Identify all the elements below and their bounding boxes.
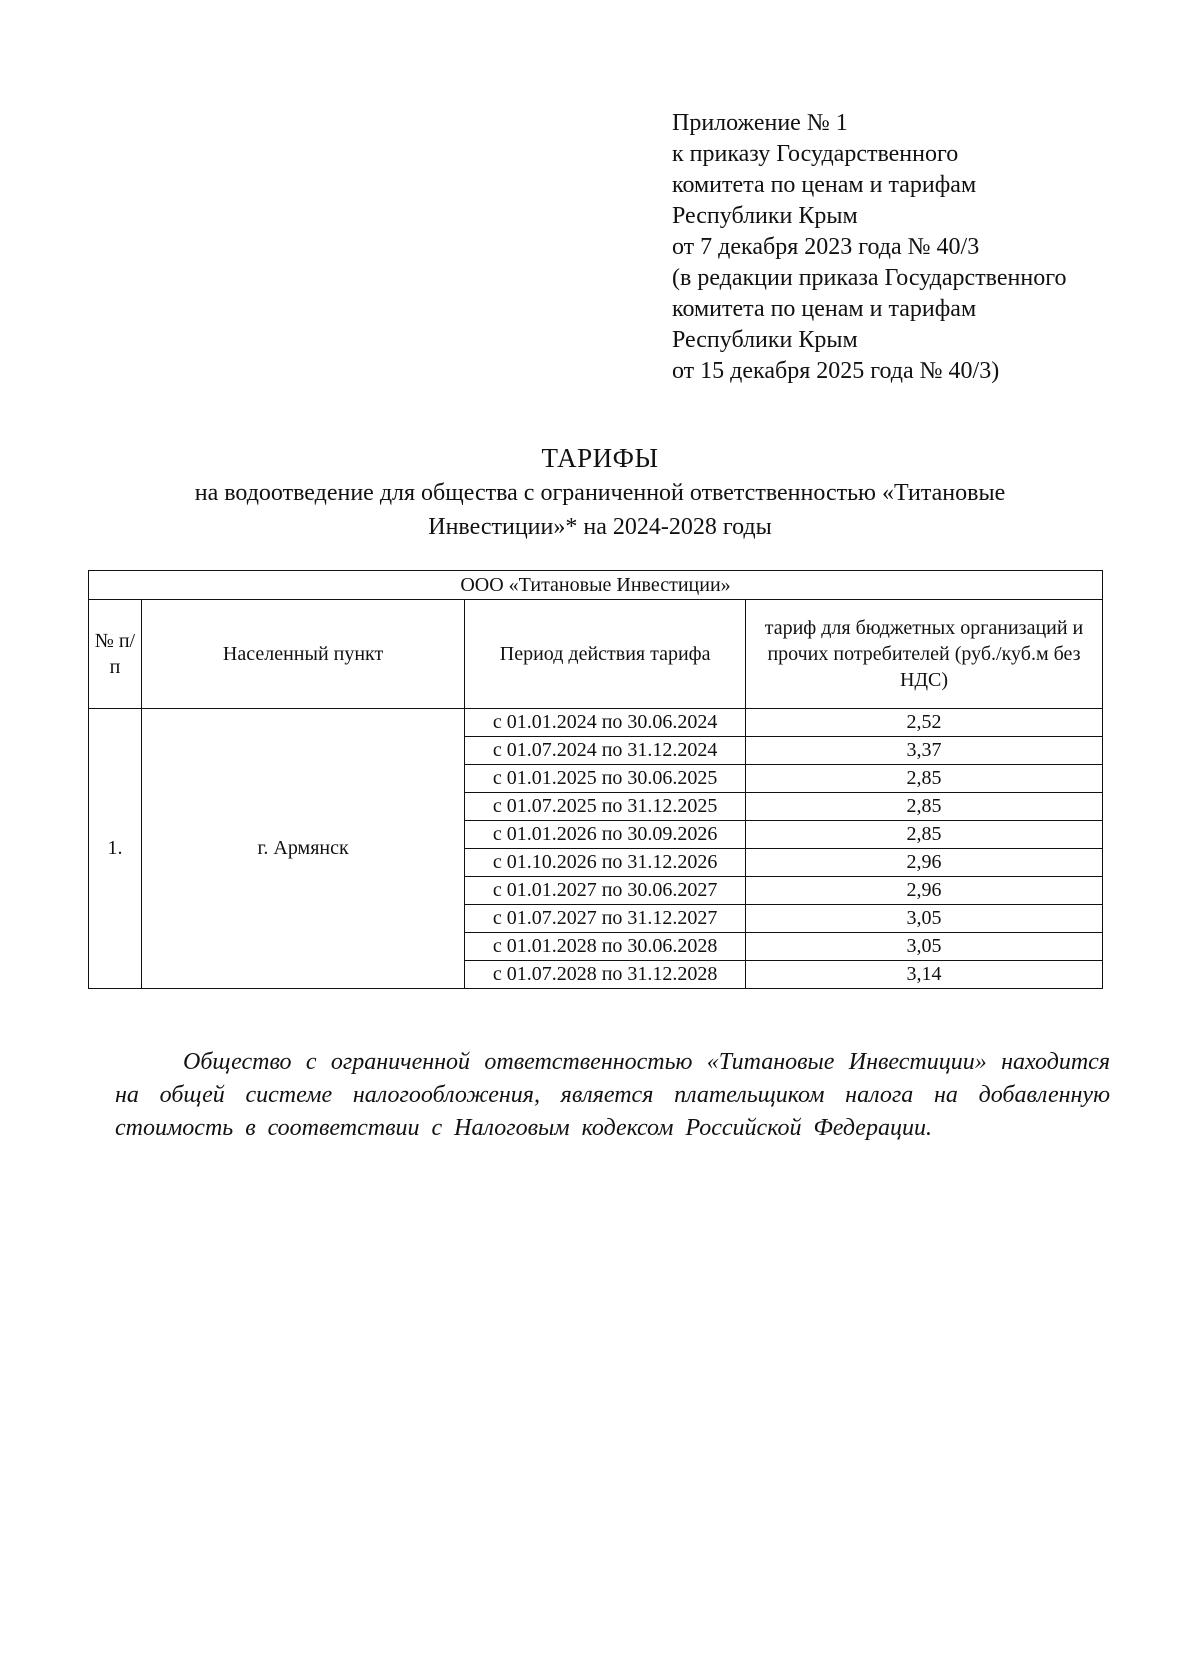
tariff-cell: 2,85 xyxy=(746,765,1103,793)
appendix-line-5: от 7 декабря 2023 года № 40/3 xyxy=(672,234,980,260)
table-row xyxy=(89,709,1103,737)
document-title: ТАРИФЫ xyxy=(541,443,659,473)
tariff-cell: 2,52 xyxy=(746,709,1103,737)
header-row xyxy=(89,600,1103,709)
period-cell: с 01.07.2024 по 31.12.2024 xyxy=(465,737,746,765)
appendix-line-8: Республики Крым xyxy=(672,327,858,353)
period-cell: с 01.10.2026 по 31.12.2026 xyxy=(465,849,746,877)
org-row xyxy=(89,571,1103,600)
tariff-table xyxy=(88,570,1103,989)
appendix-line-4: Республики Крым xyxy=(672,203,858,229)
tax-note: Общество с ограниченной ответственностью «Титановые Инвестиции» находится на общей системе налогообложения, является плательщиком налога на добавленную стоимость в соответствии с Налоговым кодексом Российской Федерации. xyxy=(115,1049,1110,1141)
tariff-cell: 2,85 xyxy=(746,793,1103,821)
appendix-line-1: Приложение № 1 xyxy=(672,110,848,136)
document-subtitle-line-2: Инвестиции»* на 2024-2028 годы xyxy=(428,514,772,540)
header-num: № п/п xyxy=(89,600,142,709)
tariff-cell: 2,85 xyxy=(746,821,1103,849)
tariff-cell: 2,96 xyxy=(746,849,1103,877)
row-number-cell: 1. xyxy=(89,709,142,989)
appendix-line-2: к приказу Государственного xyxy=(672,141,959,167)
appendix-line-7: комитета по ценам и тарифам xyxy=(672,296,977,322)
tariff-cell: 3,37 xyxy=(746,737,1103,765)
header-period: Период действия тарифа xyxy=(465,600,746,709)
appendix-line-6: (в редакции приказа Государственного xyxy=(672,265,1067,291)
period-cell: с 01.07.2027 по 31.12.2027 xyxy=(465,905,746,933)
period-cell: с 01.07.2028 по 31.12.2028 xyxy=(465,961,746,989)
tariff-cell: 2,96 xyxy=(746,877,1103,905)
org-name-cell: ООО «Титановые Инвестиции» xyxy=(89,571,1103,600)
document-subtitle-line-1: на водоотведение для общества с ограниченной ответственностью «Титановые xyxy=(194,480,1006,506)
tariff-cell: 3,05 xyxy=(746,905,1103,933)
period-cell: с 01.01.2025 по 30.06.2025 xyxy=(465,765,746,793)
header-tariff: тариф для бюджетных организаций и прочих потребителей (руб./куб.м без НДС) xyxy=(746,600,1103,709)
period-cell: с 01.07.2025 по 31.12.2025 xyxy=(465,793,746,821)
period-cell: с 01.01.2026 по 30.09.2026 xyxy=(465,821,746,849)
appendix-line-3: комитета по ценам и тарифам xyxy=(672,172,977,198)
header-place: Населенный пункт xyxy=(141,600,464,709)
title-block xyxy=(80,440,1120,544)
place-cell: г. Армянск xyxy=(141,709,464,989)
appendix-line-9: от 15 декабря 2025 года № 40/3) xyxy=(672,358,1000,384)
appendix-header xyxy=(672,108,1112,387)
tariff-cell: 3,05 xyxy=(746,933,1103,961)
tariff-cell: 3,14 xyxy=(746,961,1103,989)
period-cell: с 01.01.2027 по 30.06.2027 xyxy=(465,877,746,905)
period-cell: с 01.01.2024 по 30.06.2024 xyxy=(465,709,746,737)
period-cell: с 01.01.2028 по 30.06.2028 xyxy=(465,933,746,961)
